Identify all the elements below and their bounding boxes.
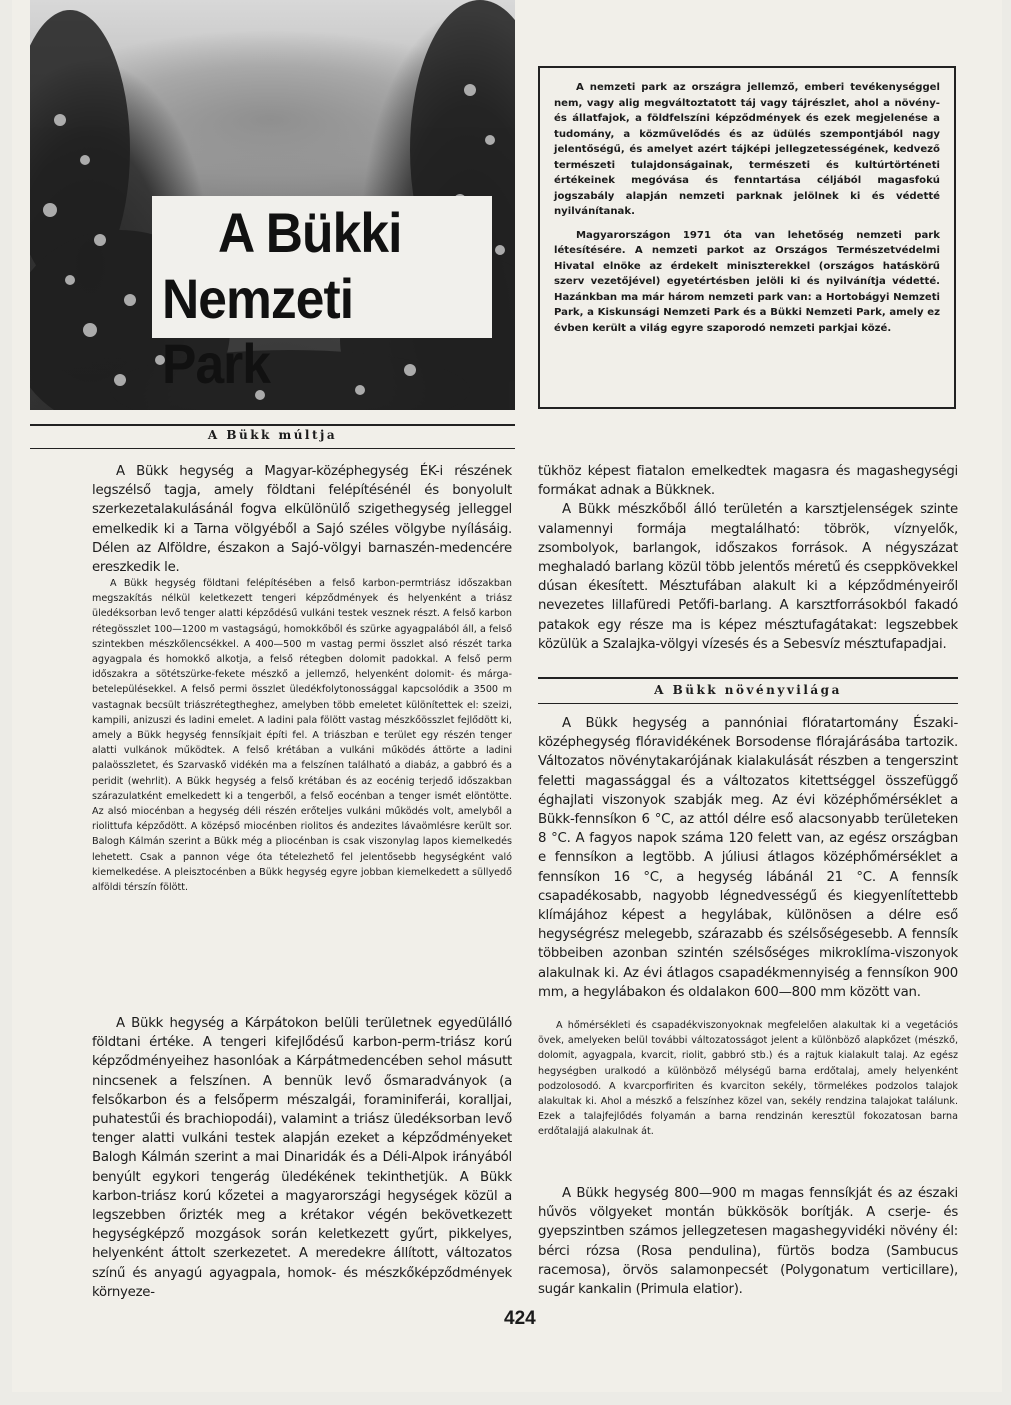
landscape-photo bbox=[30, 0, 515, 410]
title-line-1: A Bükki bbox=[218, 201, 402, 264]
section-divider-bottom bbox=[30, 448, 515, 449]
body-paragraph: A Bükk hegység 800—900 m magas fennsíkját és az északi hűvös völgyeket montán bükkösök borítják. A cserje- és gyepszintben számos jellegzetesen magashegyvidéki növény él: bérci rózsa (Rosa pendulina), fürtös bodza (Sambucus racemosa), örvös salamonpecsét (Polygonatum verticillare), sugár kankalin (Primula elatior). bbox=[538, 1186, 958, 1298]
title-line-2: Nemzeti Park bbox=[162, 267, 354, 395]
small-paragraph: A hőmérsékleti és csapadékviszonyoknak megfelelően alakultak ki a vegetációs övek, amelyeken belül további változatosságot jelent a különböző alapkőzet (mészkő, dolomit, agyagpala, kvarcit, riolit, gabbró stb.) és a rajtuk kialakult talaj. Az egész hegységben uralkodó a különböző mélységű barna erdőtalaj, amely helyenként podzolosodó. A kvarcporfiriten és kvarciton sekély, törmelékes podzolos talajok alakultak ki. Ahol a mészkő a felszínhez közel van, sekély rendzina talajokat találunk. Ezek a talajfejlődés folyamán a barna rendzinán keresztül fokozatosan barna erdőtalajjá alakulnak át. bbox=[538, 1020, 958, 1138]
magazine-page bbox=[12, 0, 1002, 1392]
right-column-soils bbox=[538, 1018, 958, 1140]
body-paragraph: A Bükk mészkőből álló területén a karsztjelenségek szinte valamennyi formája megtalálható: töbrök, víznyelők, zsombolyok, barlangok, időszakos források. A négyszázat meghaladó barlang közül több jelentős méretű és cseppkövekkel dúsan ékesített. Mésztufában alakult ki a képződményeiről nevezetes lillafüredi Petőfi-barlang. A karsztforrásokból fakadó patakok egy része ma is képez mésztufagátakat: legszebbek közülük a Szalajka-völgyi vízesés és a Sebesvíz mésztufapadjai. bbox=[538, 502, 958, 652]
section-divider-top bbox=[30, 424, 515, 426]
left-column-geology bbox=[92, 576, 512, 895]
section-divider-top bbox=[538, 677, 958, 679]
intro-paragraph-1: A nemzeti park az országra jellemző, emberi tevékenységgel nem, vagy alig megváltoztatott táj vagy tájrészlet, ahol a növény- és állatfajok, a földfelszíni képződmények és ezek megjelenése a tudomány, a közművelődés és az üdülés szempontjából nagy jelentőségű, és amelyet azért tájképi jellegzetességének, kedvező természeti tulajdonságainak, természeti és kultúrtörténeti értékeinek megóvása és fenntartása céljából magasfokú jogszabály alapján nemzeti parknak jelölnek ki és védetté nyilvánítanak. bbox=[554, 82, 940, 217]
small-paragraph: A Bükk hegység földtani felépítésében a felső karbon-permtriász időszakban megszakítás nélkül keletkezett tengeri képződmények és helyenként a triász üledéksorban levő tenger alatti képződésű vulkáni testek vesznek részt. A felső karbon rétegösszlet 100—1200 m vastagságú, homokkőből és szürke agyagpalából áll, a felső szintekben mészkőlencsékkel. A 400—500 m vastag permi összlet alsó részét tarka agyagpala és homokkő alkotja, a felső rétegben dolomit padokkal. A felső perm időszakra a sötétszürke-fekete mészkő a jellemző, helyenként dolomit- és márga-betelepülésekkel. A felső permi összlet üledékfolytonossággal kapcsolódik a 3500 m vastagnak becsült triászrétegtheghez, amelyben több emeletet különítettek el: szeizi, kampili, anizuszi és ladini emelet. A ladini pala fölött vastag mészkőösszlet fejlődött ki, amely a Bükk hegység fennsíkjait építi fel. A triászban e terület egy részén tenger alatti vulkánok működtek. A felső krétában a vulkáni működés áttörte a ladini palaösszletet, és Szarvaskő vidékén ma a felszínen található a diabáz, a gabbró és a peridit (wehrlit). A Bükk hegység a felső krétában és az eocénig terjedő időszakban szárazulatként emelkedett ki a tengerből, a felső eocénban a tenger ismét elöntötte. Az alsó miocénban a hegység déli részén erőteljes vulkáni működés volt, amelyből a riolittufa képződött. A középső miocénben riolitos és andezites lávaömlésre került sor. Balogh Kálmán szerint a Bükk még a pliocénban is csak viszonylag lapos kiemelkedés lehetett. Csak a pannon vége óta tételezhető fel jelentősebb hegységként való kiemelkedése. A pleisztocénben a Bükk hegység egyre jobban kiemelkedett a süllyedő alföldi térszín fölött. bbox=[92, 578, 512, 894]
body-paragraph: A Bükk hegység a Kárpátokon belüli területnek egyedülálló földtani értéke. A tengeri kifejlődésű karbon-perm-triász korú képződményeihez hasonlóak a Kárpátmedencében sehol másutt nincsenek a felszínen. A bennük levő ősmaradványok (a felsőkarbon és a felsőperm mészalgái, foraminiferái, koralljai, puhatestűi és brachiopodái), valamint a triász üledéksorban levő tenger alatti vulkáni testek alapján ezeket a képződményeket Balogh Kálmán szerint a mai Dinaridák és a Déli-Alpok irányából benyúlt egykori tengerág üledékének tekinthetjük. A Bükk karbon-triász korú kőzetei a magyarországi hegységek közül a legszebben őrizték meg a krétakor végén bekövetkezett hegységképző mozgások során keletkezett gyűrt, pikkelyes, helyenként áttolt szerkezetet. A meredekre állított, változatos színű és anyagú agyagpala, homok- és mészkőképződmények környeze- bbox=[92, 1016, 512, 1300]
intro-box bbox=[538, 66, 956, 409]
right-column-climate bbox=[538, 714, 958, 1002]
right-column-vegetation bbox=[538, 1184, 958, 1299]
intro-paragraph-2: Magyarországon 1971 óta van lehetőség nemzeti park létesítésére. A nemzeti parkot az Országos Természetvédelmi Hivatal elnöke az érdekelt miniszterekkel (országos hatáskörű szerv vezetőjével) egyetértésben jelöli ki és nyilvánítja védetté. Hazánkban ma már három nemzeti park van: a Hortobágyi Nemzeti Park, a Kiskunsági Nemzeti Park és a Bükki Nemzeti Park, amely ez évben került a világ egyre szaporodó nemzeti parkjai közé. bbox=[554, 229, 940, 334]
section-heading-novenyvilag: A Bükk növényvilága bbox=[654, 683, 842, 697]
right-column-continuation bbox=[538, 462, 958, 654]
title-box bbox=[152, 196, 492, 395]
section-divider-bottom bbox=[538, 703, 958, 704]
body-paragraph: A Bükk hegység a Magyar-középhegység ÉK-i részének legszélső tagja, amely földtani felépítésénél és bonyolult szerkezetalakulásánál fogva elkülönülő szigethegység jelleggel emelkedik ki a Tarna völgyéből a Sajó széles völgybe nyílásáig. Délen az Alföldre, északon a Sajó-völgyi barnaszén-medencére ereszkedik le. bbox=[92, 464, 512, 576]
body-paragraph-continued: tükhöz képest fiatalon emelkedtek magasra és magashegységi formákat adnak a Bükknek. bbox=[538, 464, 958, 499]
page-number: 424 bbox=[504, 1308, 536, 1329]
left-column-values bbox=[92, 1014, 512, 1302]
left-column-intro bbox=[92, 462, 512, 577]
section-heading-mult: A Bükk múltja bbox=[207, 428, 338, 442]
body-paragraph: A Bükk hegység a pannóniai flóratartomány Északi-középhegység flóravidékének Borsodense flórajárásába tartozik. Változatos növénytakarójának kialakulását részben a tengerszint feletti magassággal és a változatos kitettséggel összefüggő éghajlati viszonyok szabják meg. Az évi középhőmérséklet a Bükk-fennsíkon 6 °C, az attól délre eső alacsonyabb területeken 8 °C. A fagyos napok száma 120 felett van, az egész országban e fennsíkon a legtöbb. A júliusi átlagos középhőmérséklet a fennsíkon 16 °C, a hegység lábánál 21 °C. A fennsík csapadékosabb, nagyobb légnedvességű és kiegyenlítettebb klímájához képest a hegylábak, különösen a délre eső hegységrész melegebb, szárazabb és szélsőségesebb. A fennsík többeiben azonban szintén szélsőséges mikroklíma-viszonyok alakulnak ki. Az évi átlagos csapadékmennyiség a fennsíkon 900 mm, a hegylábakon és oldalakon 600—800 mm között van. bbox=[538, 716, 958, 1000]
